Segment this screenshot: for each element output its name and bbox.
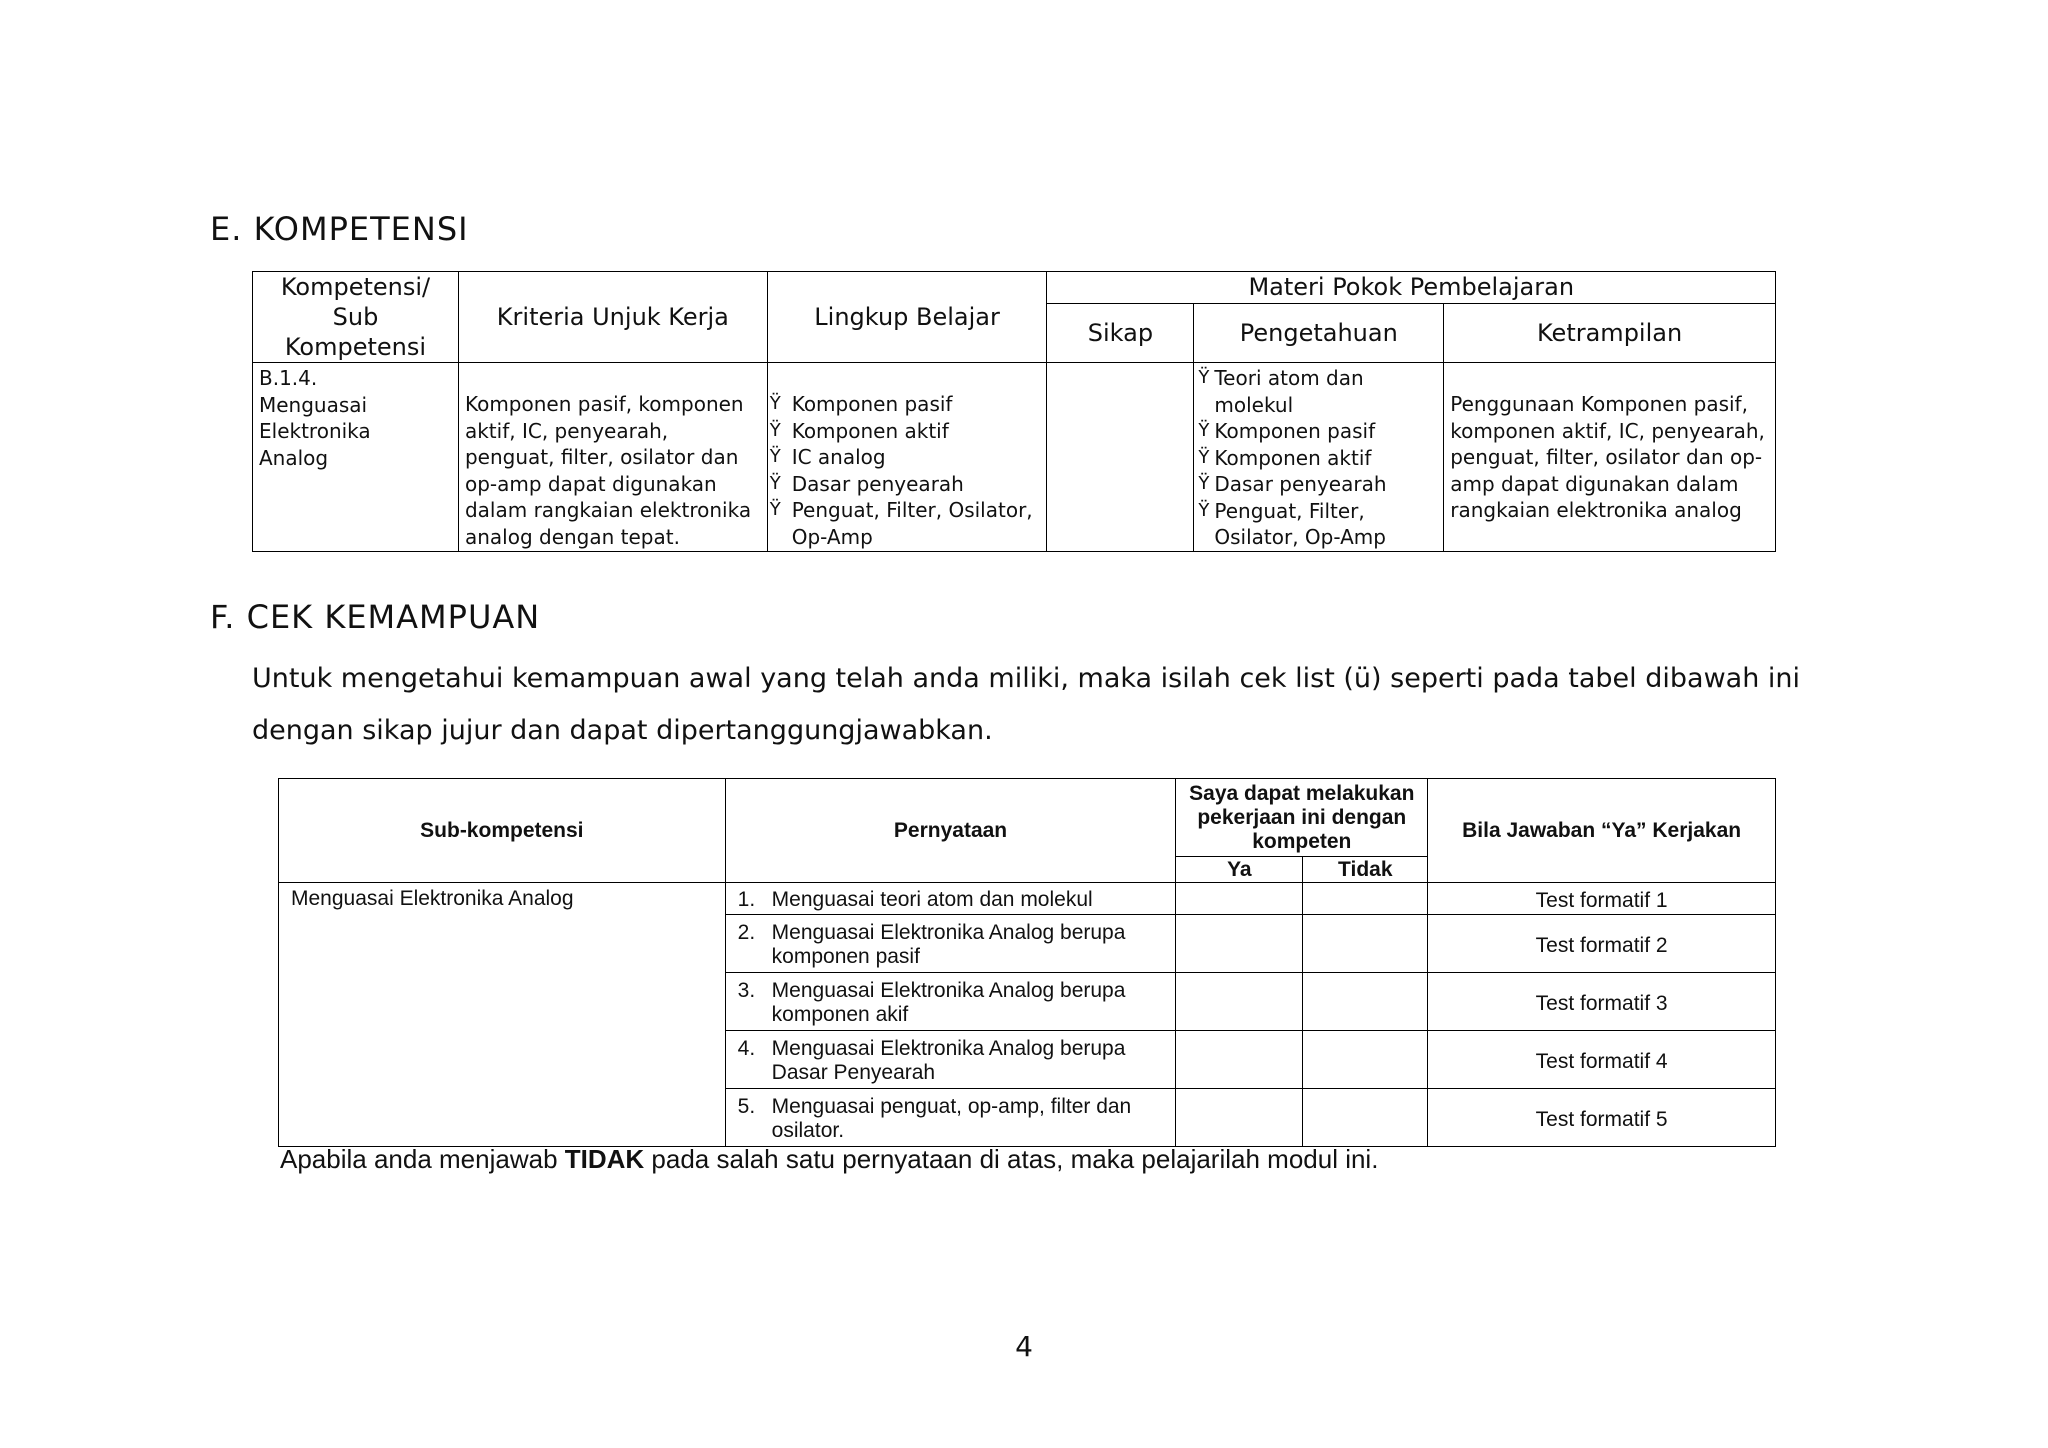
list-item: Ÿ Komponen aktif <box>1198 445 1372 470</box>
cell-pernyataan: 2. Menguasai Elektronika Analog berupa komponen pasif <box>725 915 1176 973</box>
header-lingkup: Lingkup Belajar <box>767 272 1047 363</box>
cell-test-formatif: Test formatif 4 <box>1428 1031 1776 1089</box>
kompetensi-code: B.1.4. <box>259 366 318 390</box>
kriteria-line: aktif, IC, penyearah, <box>464 418 669 443</box>
bullet-icon: Ÿ <box>769 472 781 494</box>
list-item: Ÿ Teori atom dan <box>1198 366 1364 390</box>
lingkup-list <box>770 391 1047 550</box>
cell-pernyataan: 5. Menguasai penguat, op-amp, filter dan osilator. <box>725 1089 1176 1147</box>
list-item: Osilator, Op-Amp <box>1214 525 1386 549</box>
cell-ya[interactable] <box>1176 973 1303 1031</box>
bullet-icon: Ÿ <box>769 393 781 414</box>
cell-ya[interactable] <box>1176 915 1303 973</box>
page-number: 4 <box>1015 1330 1033 1363</box>
ketrampilan-line: amp dapat digunakan dalam <box>1450 471 1739 496</box>
pengetahuan-list <box>1198 365 1443 551</box>
kriteria-line: analog dengan tepat. <box>464 524 680 549</box>
list-item: Ÿ Komponen pasif <box>769 392 953 416</box>
list-item: molekul <box>1214 392 1294 417</box>
kompetensi-line: Elektronika <box>259 419 371 443</box>
header-tidak: Tidak <box>1303 857 1428 883</box>
header-materi: Materi Pokok Pembelajaran <box>1047 272 1776 304</box>
cell-lingkup <box>767 363 1047 552</box>
list-item: Ÿ IC analog <box>769 445 886 469</box>
cell-kriteria <box>458 363 767 552</box>
bullet-icon: Ÿ <box>769 499 781 520</box>
cell-tidak[interactable] <box>1303 973 1428 1031</box>
bullet-icon: Ÿ <box>769 419 781 441</box>
list-item: Ÿ Penguat, Filter, <box>1198 498 1365 523</box>
list-item: Op-Amp <box>791 524 873 549</box>
cell-tidak[interactable] <box>1303 1089 1428 1147</box>
list-item: Ÿ Dasar penyearah <box>769 471 964 496</box>
list-item: Ÿ Penguat, Filter, Osilator, <box>769 498 1033 522</box>
cell-pernyataan: 4. Menguasai Elektronika Analog berupa Dasar Penyearah <box>725 1031 1176 1089</box>
header-sub-kompetensi: Sub-kompetensi <box>279 779 726 883</box>
cell-ketrampilan <box>1444 363 1776 552</box>
header-pengetahuan: Pengetahuan <box>1194 303 1444 362</box>
header-sikap: Sikap <box>1047 303 1194 362</box>
header-ketrampilan: Ketrampilan <box>1444 303 1776 362</box>
note: Apabila anda menjawab TIDAK pada salah satu pernyataan di atas, maka pelajarilah modul ini. <box>280 1144 1379 1174</box>
list-item: Ÿ Komponen aktif <box>769 418 949 443</box>
header-saya-dapat: Saya dapat melakukan pekerjaan ini dengan kompeten <box>1176 779 1428 857</box>
section-f-title: F. CEK KEMAMPUAN <box>210 598 541 636</box>
bullet-icon: Ÿ <box>1198 367 1210 388</box>
cell-test-formatif: Test formatif 2 <box>1428 915 1776 973</box>
cell-test-formatif: Test formatif 1 <box>1428 883 1776 915</box>
section-f-intro: Untuk mengetahui kemampuan awal yang telah anda miliki, maka isilah cek list (ü) seperti pada tabel dibawah ini dengan sikap jujur dan dapat dipertanggungjawabkan. <box>252 663 1801 746</box>
header-ya: Ya <box>1176 857 1303 883</box>
cell-ya[interactable] <box>1176 1089 1303 1147</box>
section-e-title: E. KOMPETENSI <box>210 210 469 248</box>
cell-sub-kompetensi: Menguasai Elektronika Analog <box>279 883 726 1147</box>
cell-pernyataan: 1. Menguasai teori atom dan molekul <box>725 883 1176 915</box>
kompetensi-line: Menguasai <box>259 392 368 417</box>
cell-ya[interactable] <box>1176 883 1303 915</box>
cell-pernyataan: 3. Menguasai Elektronika Analog berupa komponen akif <box>725 973 1176 1031</box>
cell-tidak[interactable] <box>1303 883 1428 915</box>
cell-test-formatif: Test formatif 5 <box>1428 1089 1776 1147</box>
list-item: Ÿ Komponen pasif <box>1198 419 1376 443</box>
kompetensi-table <box>252 271 1776 552</box>
header-kriteria: Kriteria Unjuk Kerja <box>458 272 767 363</box>
note-emphasis: TIDAK <box>564 1144 645 1174</box>
bullet-icon: Ÿ <box>1198 499 1210 521</box>
bullet-icon: Ÿ <box>1198 446 1210 468</box>
header-kompetensi: Kompetensi/ Sub Kompetensi <box>253 272 459 363</box>
ketrampilan-line: rangkaian elektronika analog <box>1450 498 1742 522</box>
cell-pengetahuan <box>1194 363 1444 552</box>
ketrampilan-line: Penggunaan Komponen pasif, <box>1450 392 1748 416</box>
header-pernyataan: Pernyataan <box>725 779 1176 883</box>
kriteria-line: penguat, filter, osilator dan <box>464 445 739 469</box>
list-item: Ÿ Dasar penyearah <box>1198 472 1387 496</box>
cell-test-formatif: Test formatif 3 <box>1428 973 1776 1031</box>
cell-sikap <box>1047 363 1194 552</box>
ketrampilan-line: komponen aktif, IC, penyearah, <box>1450 418 1765 443</box>
cell-ya[interactable] <box>1176 1031 1303 1089</box>
cell-tidak[interactable] <box>1303 915 1428 973</box>
cell-tidak[interactable] <box>1303 1031 1428 1089</box>
cell-kompetensi <box>253 363 459 552</box>
kompetensi-line: Analog <box>259 445 329 470</box>
kriteria-line: op-amp dapat digunakan <box>464 471 717 496</box>
bullet-icon: Ÿ <box>769 446 781 467</box>
header-bila-jawaban: Bila Jawaban “Ya” Kerjakan <box>1428 779 1776 883</box>
kriteria-line: dalam rangkaian elektronika <box>464 498 752 522</box>
bullet-icon: Ÿ <box>1198 473 1210 494</box>
kriteria-line: Komponen pasif, komponen <box>464 392 744 416</box>
ketrampilan-line: penguat, filter, osilator dan op- <box>1450 445 1763 469</box>
cek-kemampuan-table <box>278 778 1776 1147</box>
bullet-icon: Ÿ <box>1198 420 1210 441</box>
